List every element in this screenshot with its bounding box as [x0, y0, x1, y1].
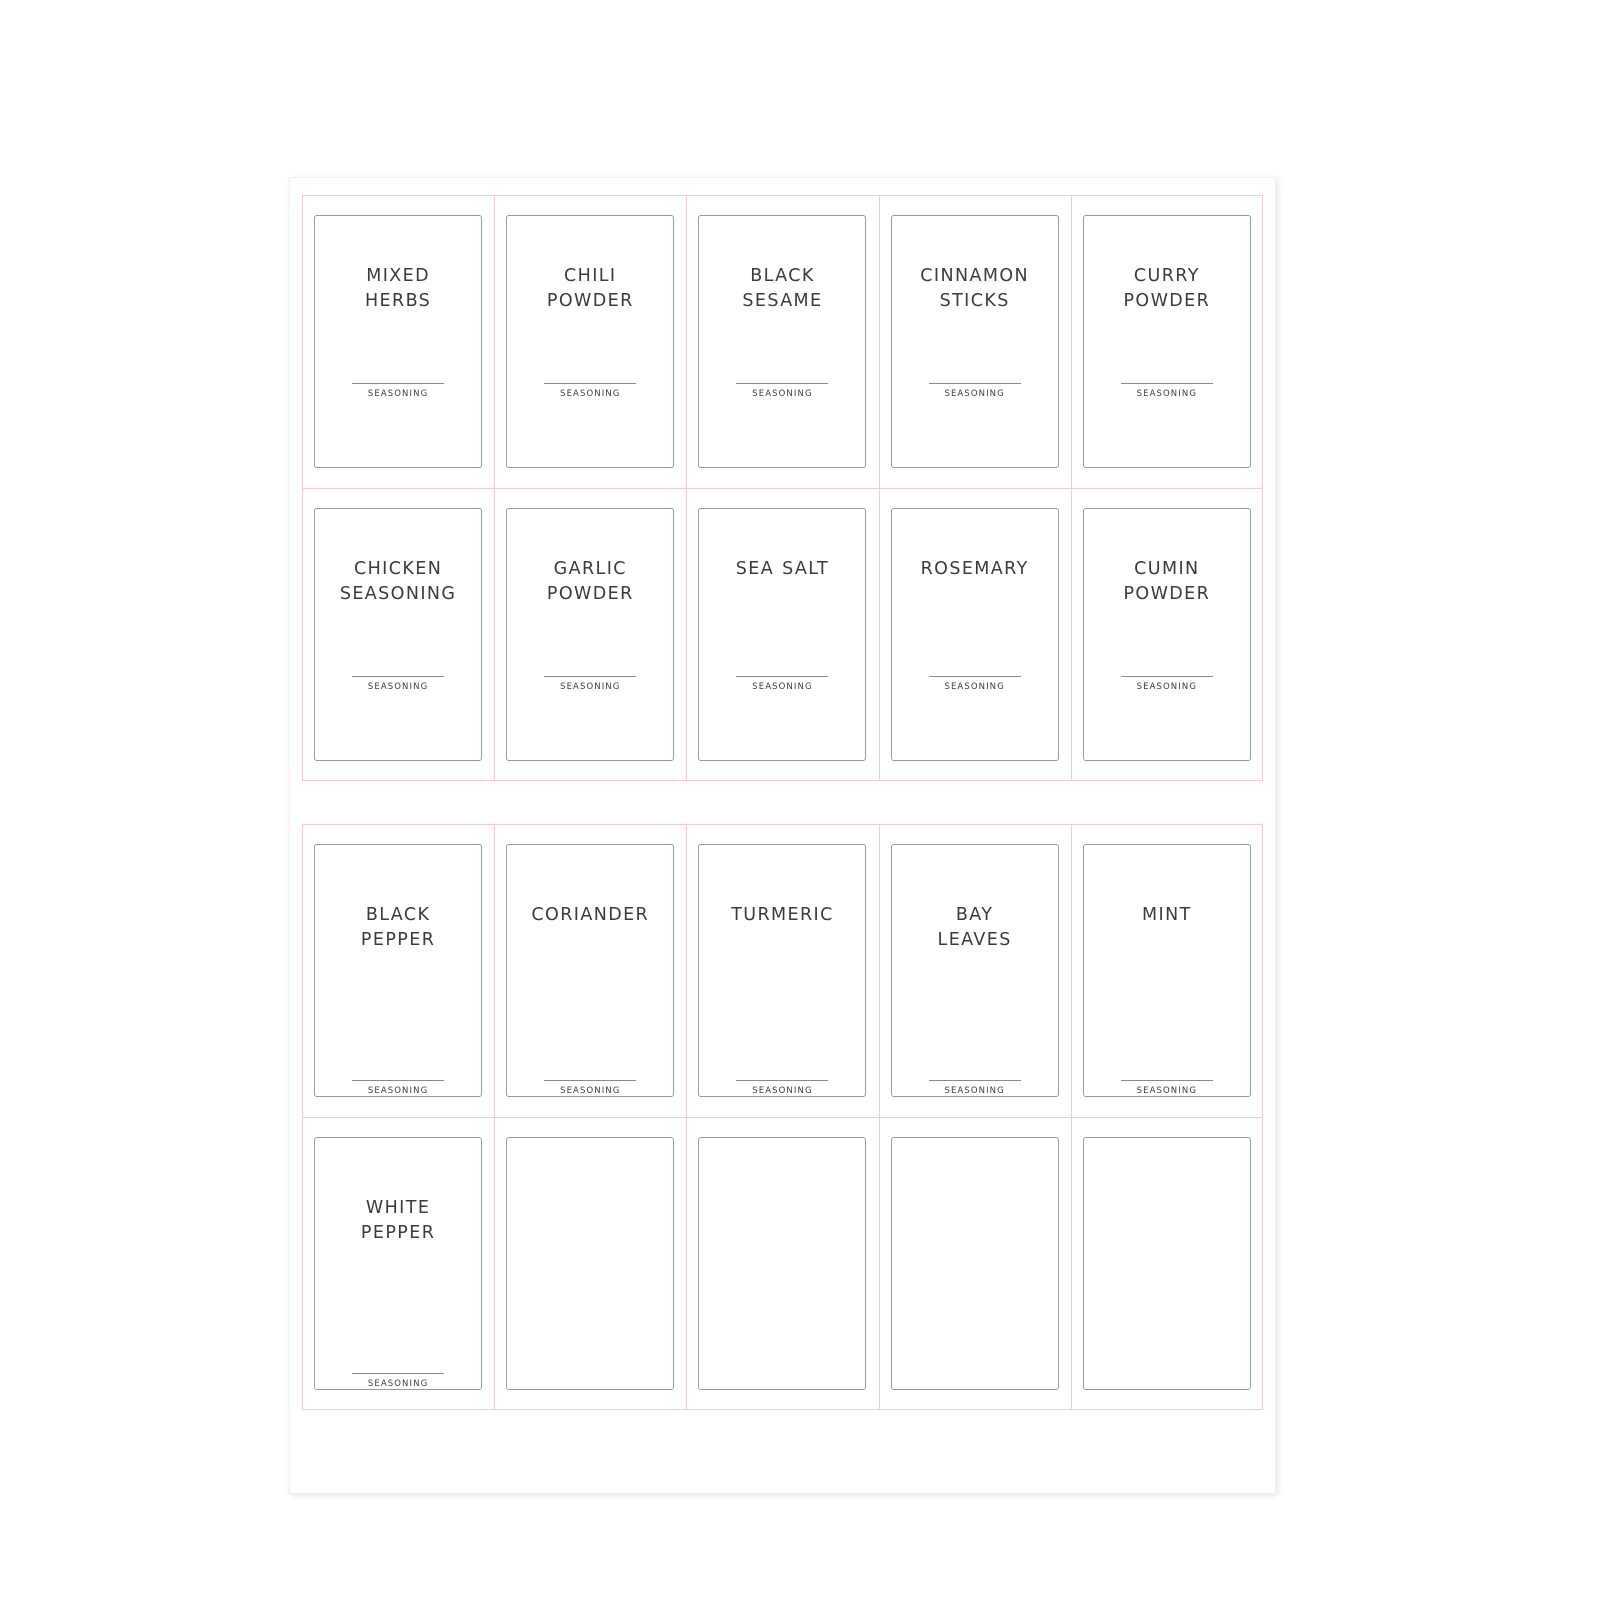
label-title: [900, 557, 1050, 582]
label-card[interactable]: [698, 215, 866, 468]
label-title-line: SEA SALT: [735, 559, 830, 579]
label-subtitle: SEASONING: [752, 682, 813, 692]
label-cell: [1071, 488, 1263, 781]
label-subtitle: SEASONING: [1136, 682, 1198, 692]
label-cell: [686, 824, 878, 1117]
label-cell: [302, 824, 494, 1117]
label-divider: [929, 1080, 1021, 1081]
label-title-line: PEPPER: [360, 1223, 436, 1244]
label-sheet: [290, 178, 1275, 1493]
label-title: [515, 903, 665, 928]
label-divider: [736, 1080, 828, 1081]
label-card[interactable]: [891, 215, 1059, 468]
label-title-line: MIXED: [366, 266, 430, 286]
label-cell: [686, 488, 878, 781]
label-subtitle: SEASONING: [944, 389, 1005, 399]
label-subtitle: SEASONING: [560, 682, 621, 692]
label-divider: [352, 1373, 444, 1374]
label-title-line: BAY: [955, 905, 994, 925]
label-title-line: CHILI: [564, 266, 617, 286]
label-divider: [544, 676, 636, 677]
label-card[interactable]: [506, 508, 674, 761]
label-subtitle: SEASONING: [367, 1379, 429, 1389]
label-title: [515, 557, 665, 608]
label-card[interactable]: [891, 508, 1059, 761]
label-subtitle: SEASONING: [752, 389, 813, 399]
label-card-blank[interactable]: [506, 1137, 674, 1390]
label-subtitle: SEASONING: [944, 682, 1005, 692]
label-card-blank[interactable]: [891, 1137, 1059, 1390]
label-cell: [686, 1117, 878, 1410]
label-title: [707, 557, 857, 582]
label-card[interactable]: [1083, 215, 1251, 468]
label-title: [323, 557, 473, 608]
label-title: [1092, 903, 1242, 928]
label-title-line: CINNAMON: [920, 266, 1029, 286]
label-title: [900, 264, 1050, 315]
label-divider: [929, 676, 1021, 677]
label-card[interactable]: [698, 844, 866, 1097]
label-cell: [1071, 824, 1263, 1117]
label-divider: [1121, 1080, 1213, 1081]
label-title-line: POWDER: [1123, 584, 1211, 605]
label-title-line: CUMIN: [1134, 559, 1200, 579]
label-title-line: SESAME: [742, 291, 823, 312]
label-title: [1092, 557, 1242, 608]
label-card[interactable]: [1083, 508, 1251, 761]
label-title-line: TURMERIC: [731, 905, 834, 925]
label-divider: [1121, 383, 1213, 384]
label-title-line: SEASONING: [339, 584, 457, 605]
label-divider: [929, 383, 1021, 384]
label-divider: [736, 383, 828, 384]
label-card[interactable]: [314, 1137, 482, 1390]
label-divider: [736, 676, 828, 677]
label-card[interactable]: [698, 508, 866, 761]
label-cell: [1071, 195, 1263, 488]
label-subtitle: SEASONING: [560, 1086, 621, 1096]
label-subtitle: SEASONING: [944, 1086, 1005, 1096]
label-divider: [544, 383, 636, 384]
label-cell: [879, 195, 1071, 488]
label-card[interactable]: [1083, 844, 1251, 1097]
label-subtitle: SEASONING: [367, 389, 429, 399]
label-cell: [879, 1117, 1071, 1410]
label-subtitle: SEASONING: [752, 1086, 813, 1096]
label-title-line: WHITE: [365, 1198, 431, 1218]
label-title-line: ROSEMARY: [920, 559, 1029, 579]
label-title: [323, 903, 473, 954]
label-cell: [302, 195, 494, 488]
label-card[interactable]: [314, 844, 482, 1097]
label-cell: [879, 488, 1071, 781]
label-grid-bottom: [302, 824, 1263, 1410]
label-title-line: POWDER: [546, 291, 634, 312]
label-card[interactable]: [506, 844, 674, 1097]
label-cell: [494, 195, 686, 488]
label-subtitle: SEASONING: [1136, 1086, 1198, 1096]
label-cell: [494, 1117, 686, 1410]
label-title-line: PEPPER: [360, 930, 436, 951]
label-subtitle: SEASONING: [560, 389, 621, 399]
label-subtitle: SEASONING: [367, 682, 429, 692]
label-divider: [352, 383, 444, 384]
label-title: [515, 264, 665, 315]
label-subtitle: SEASONING: [367, 1086, 429, 1096]
label-cell: [1071, 1117, 1263, 1410]
label-card[interactable]: [314, 508, 482, 761]
label-title-line: POWDER: [546, 584, 634, 605]
label-title-line: HERBS: [365, 291, 432, 312]
label-divider: [544, 1080, 636, 1081]
label-card[interactable]: [314, 215, 482, 468]
label-card-blank[interactable]: [698, 1137, 866, 1390]
label-title: [323, 1196, 473, 1247]
label-cell: [494, 488, 686, 781]
label-title-line: BLACK: [365, 905, 431, 925]
label-title: [900, 903, 1050, 954]
label-title-line: CHICKEN: [354, 559, 443, 579]
label-cell: [302, 488, 494, 781]
label-title-line: MINT: [1142, 905, 1192, 925]
label-card[interactable]: [506, 215, 674, 468]
label-cell: [879, 824, 1071, 1117]
label-divider: [1121, 676, 1213, 677]
label-divider: [352, 1080, 444, 1081]
label-title: [707, 264, 857, 315]
label-title-line: LEAVES: [937, 930, 1012, 951]
label-title-line: CURRY: [1133, 266, 1200, 286]
label-title: [1092, 264, 1242, 315]
label-subtitle: SEASONING: [1136, 389, 1198, 399]
label-divider: [352, 676, 444, 677]
label-cell: [686, 195, 878, 488]
label-title: [323, 264, 473, 315]
label-title-line: GARLIC: [553, 559, 627, 579]
label-grid-top: [302, 195, 1263, 781]
label-cell: [302, 1117, 494, 1410]
label-title-line: CORIANDER: [531, 905, 650, 925]
label-cell: [494, 824, 686, 1117]
label-card-blank[interactable]: [1083, 1137, 1251, 1390]
label-card[interactable]: [891, 844, 1059, 1097]
label-title-line: STICKS: [939, 291, 1010, 312]
label-title-line: POWDER: [1123, 291, 1211, 312]
label-title-line: BLACK: [750, 266, 815, 286]
label-title: [707, 903, 857, 928]
